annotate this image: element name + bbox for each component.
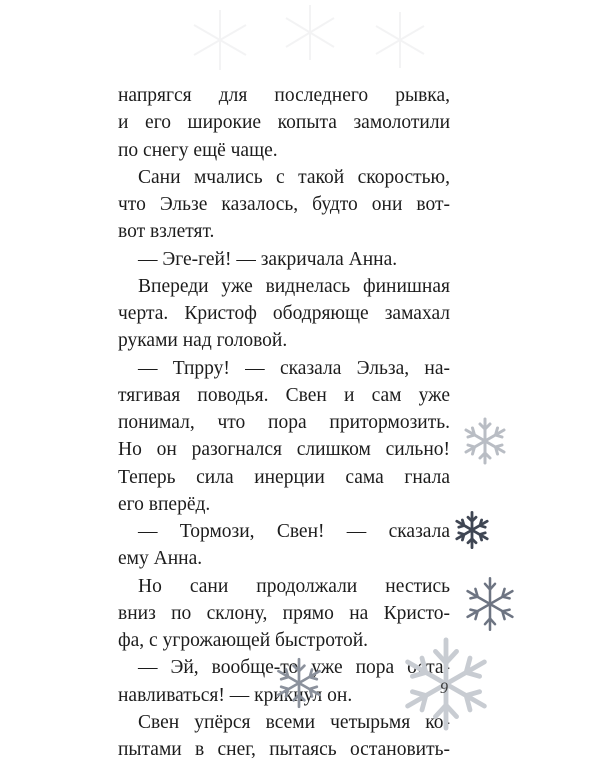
text-line: его вперёд. xyxy=(118,493,211,515)
text-line: Теперь сила инерции сама гнала xyxy=(118,466,450,488)
text-line: напрягся для последнего рывка, xyxy=(118,85,450,106)
text-line: — Эге-гей! — закричала Анна. xyxy=(138,248,398,270)
text-line: Впереди уже виднелась финишная xyxy=(138,275,450,297)
text-line: и его широкие копыта замолотили xyxy=(118,112,450,134)
page-number: 9 xyxy=(440,680,448,697)
text-line: — Тормози, Свен! — сказала xyxy=(138,521,450,542)
text-line: — Эй, вообще-то уже пора оста- xyxy=(138,657,450,679)
snowflake-icon xyxy=(462,576,518,632)
text-line: понимал, что пора притормозить. xyxy=(118,412,450,433)
text-line: Сани мчались с такой скоростью, xyxy=(138,166,450,188)
snowflake-icon xyxy=(460,416,510,466)
snowflake-icon xyxy=(452,510,492,550)
text-line: — Тпрру! — сказала Эльза, на- xyxy=(138,357,450,379)
text-line: Свен упёрся всеми четырьмя ко- xyxy=(138,711,450,733)
text-line: фа, с угрожающей быстротой. xyxy=(118,630,369,651)
text-line: ему Анна. xyxy=(118,548,203,570)
text-line: черта. Кристоф ободряюще замахал xyxy=(118,303,450,324)
text-line: навливаться! — крикнул он. xyxy=(118,684,353,706)
faded-snowflake-icon xyxy=(180,0,440,78)
text-line: Но сани продолжали нестись xyxy=(138,575,450,597)
text-line: по снегу ещё чаще. xyxy=(118,139,278,161)
snowflake-icon xyxy=(272,656,326,710)
text-line: Но он разогнался слишком сильно! xyxy=(118,439,450,461)
text-line: тягивая поводья. Свен и сам уже xyxy=(118,384,450,406)
text-line: вниз по склону, прямо на Кристо- xyxy=(118,602,450,624)
text-line: руками над головой. xyxy=(118,330,288,352)
text-line: что Эльзе казалось, будто они вот- xyxy=(118,194,450,215)
text-line: вот взлетят. xyxy=(118,221,215,243)
text-line: пытами в снег, пытаясь остановить- xyxy=(118,739,450,760)
